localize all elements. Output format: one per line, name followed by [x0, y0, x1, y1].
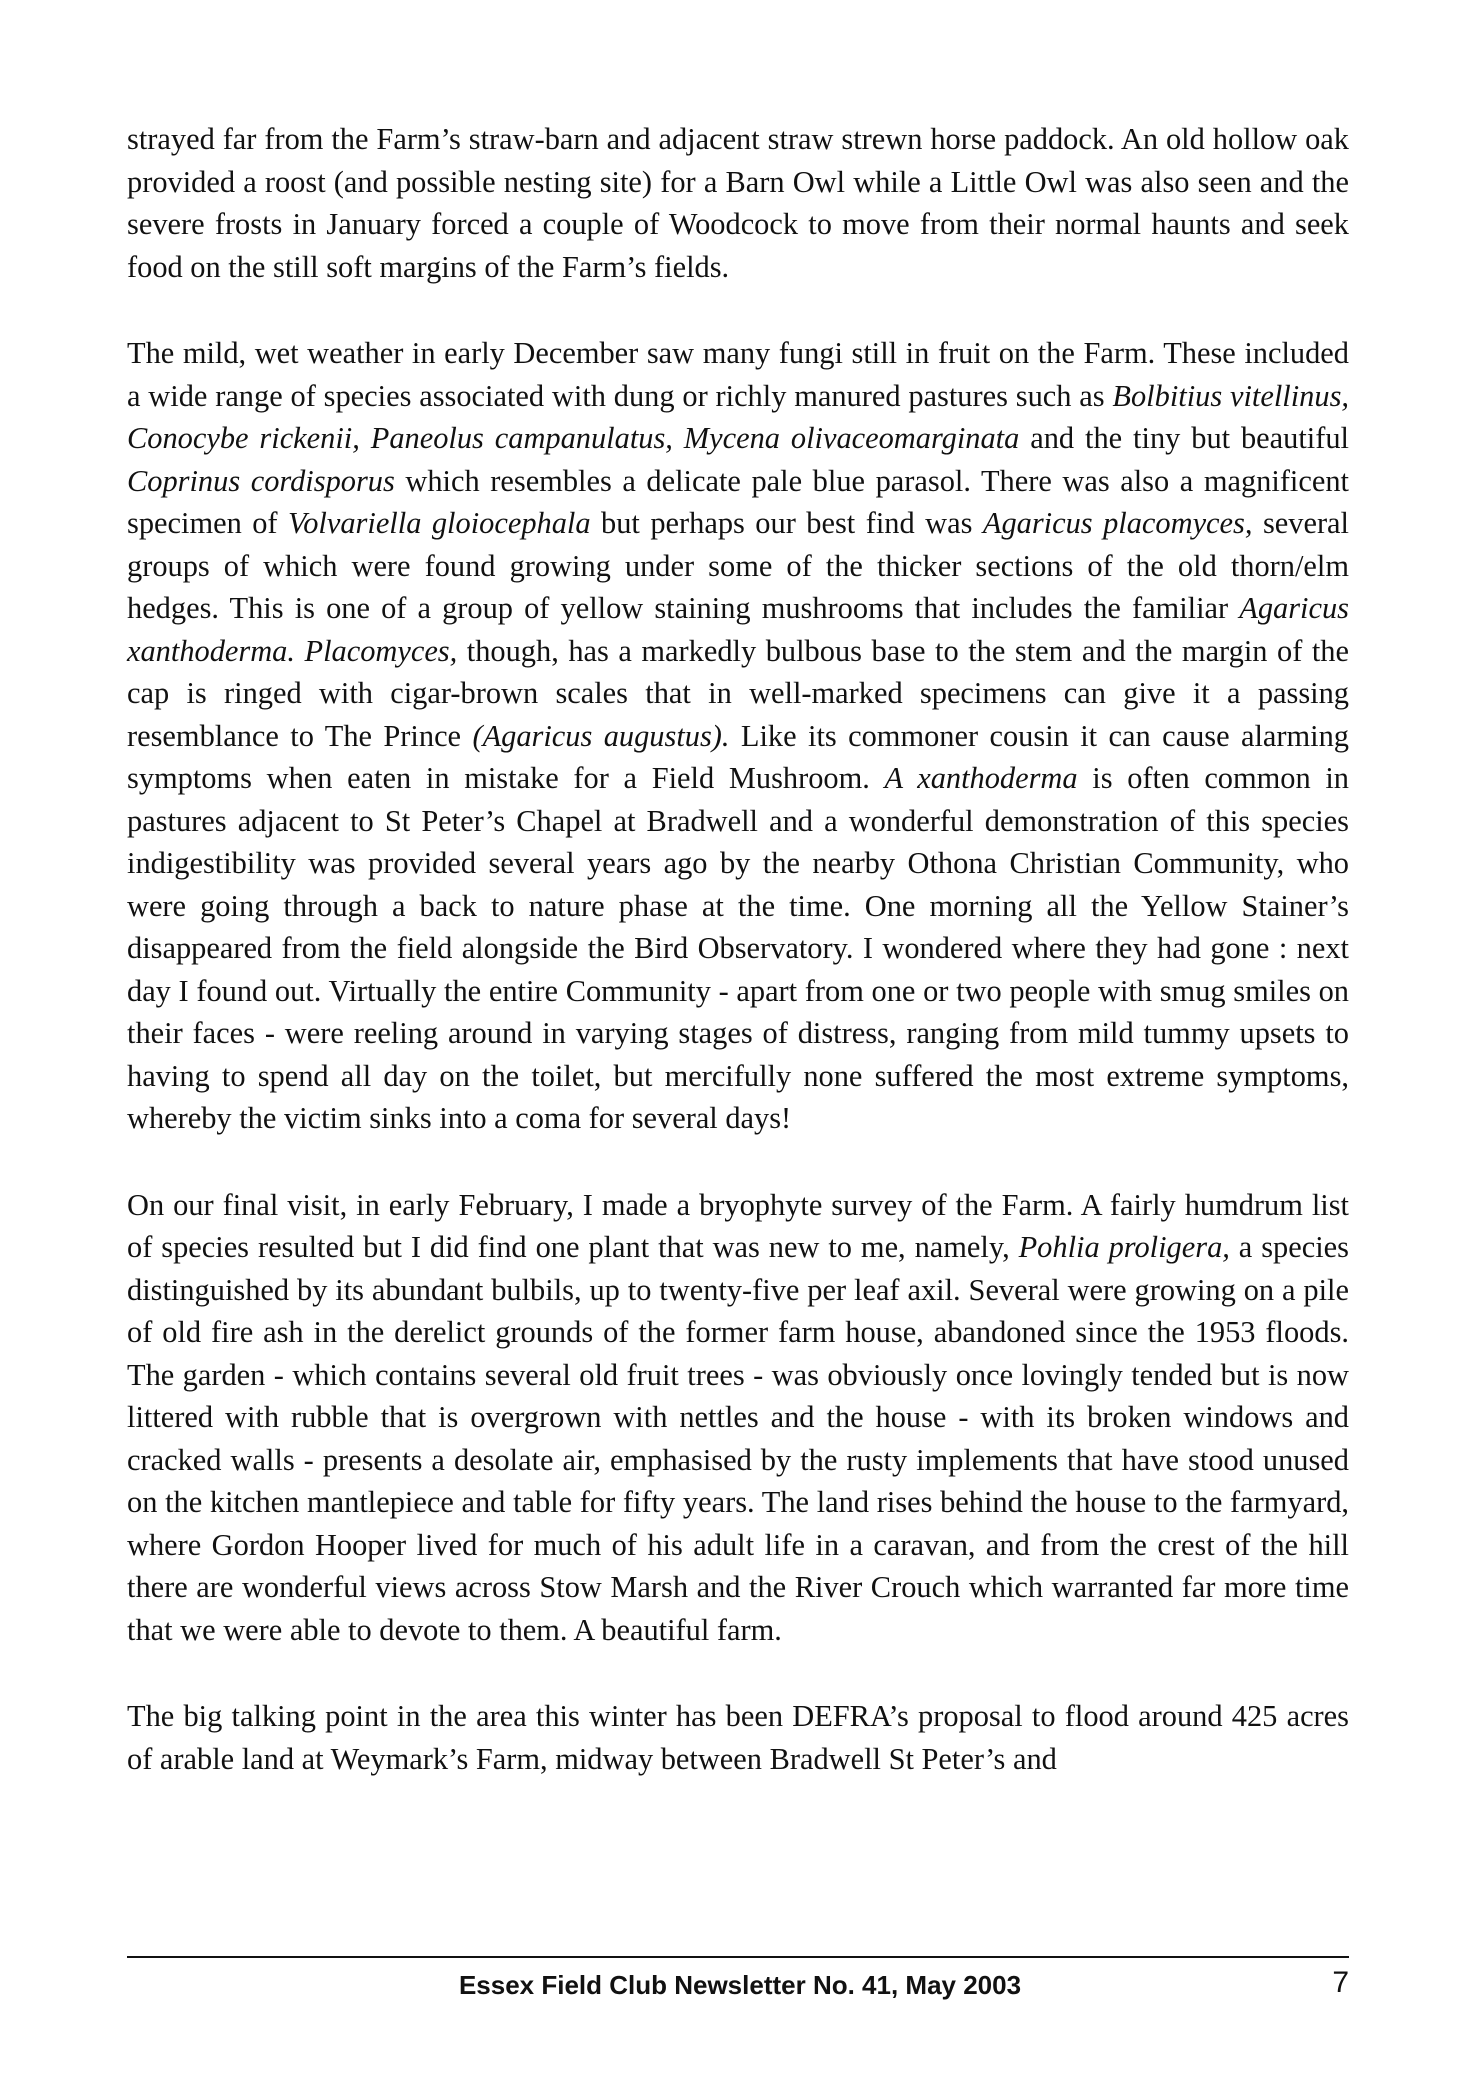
text-run: The mild, wet weather in early December saw many fungi still in fruit on the Farm. These included a wide range of species associated with dung or richly manured pastures such as [127, 336, 1349, 413]
text-run: The big talking point in the area this winter has been DEFRA’s proposal to flood around 425 acres of arable land at Weymark’s Farm, midway between Bradwell St Peter’s and [127, 1699, 1349, 1776]
italic-text-run: Pohlia proligera, [1018, 1230, 1230, 1264]
footer-divider [127, 1956, 1349, 1958]
paragraph [127, 332, 1349, 1140]
text-run: On our final visit, in early February, I made a bryophyte survey of the Farm. A fairly humdrum list of species resulted but I did find one plant that was new to me, namely, [127, 1187, 1349, 1264]
paragraph [127, 118, 1349, 288]
text-run: strayed far from the Farm’s straw-barn and adjacent straw strewn horse paddock. An old hollow oak provided a roost (and possible nesting site) for a Barn Owl while a Little Owl was also seen and the severe frosts in January forced a couple of Woodcock to move from their normal haunts and seek food on the still soft margins of the Farm’s fields. [127, 122, 1349, 284]
italic-text-run: Agaricus placomyces, [982, 506, 1253, 540]
italic-text-run: A xanthoderma [884, 761, 1078, 795]
page-number: 7 [1332, 1966, 1349, 1999]
text-run: which resembles a delicate pale blue parasol. There was also a magnificent specimen of [127, 463, 1349, 540]
italic-text-run: (Agaricus augustus). [472, 718, 730, 753]
italic-text-run: Coprinus cordisporus [127, 463, 395, 498]
text-run: and the tiny but beautiful [1019, 421, 1350, 455]
article-body [127, 118, 1349, 1780]
text-run: Like its commoner cousin it can cause alarming symptoms when eaten in mistake for a Field Mushroom. [127, 718, 1350, 795]
italic-text-run: Volvariella gloiocephala [288, 506, 591, 540]
paragraph [127, 1184, 1349, 1652]
text-run: is often common in pastures adjacent to St Peter’s Chapel at Bradwell and a wonderful demonstration of this species indigestibility was provided several years ago by the nearby Othona Christian Community, who were going through a back to nature phase at the time. One morning all the Yellow Stainer’s disappeared from the field alongside the Bird Observatory. I wondered where they had gone : next day I found out. Virtually the entire Community - apart from one or two people with smug smiles on their faces - were reeling around in varying stages of distress, ranging from mild tummy upsets to having to spend all day on the toilet, but mercifully none suffered the most extreme symptoms, whereby the victim sinks into a coma for several days! [127, 761, 1349, 1135]
text-run: though, has a markedly bulbous base to the stem and the margin of the cap is ringed with cigar-brown scales that in well-marked specimens can give it a passing resemblance to The Prince [127, 633, 1349, 753]
italic-text-run: Bolbitius vitellinus, Conocybe rickenii, Paneolus campanulatus, Mycena olivaceomarginata [127, 378, 1350, 455]
text-run: several groups of which were found growing under some of the thicker sections of the old thorn/elm hedges. This is one of a group of yellow staining mushrooms that includes the familiar [127, 506, 1349, 625]
text-run: a species distinguished by its abundant bulbils, up to twenty-five per leaf axil. Several were growing on a pile of old fire ash in the derelict grounds of the former farm house, abandoned since the 1953 floods. The garden - which contains several old fruit trees - was obviously once lovingly tended but is now littered with rubble that is overgrown with nettles and the house - with its broken windows and cracked walls - presents a desolate air, emphasised by the rusty implements that have stood unused on the kitchen mantlepiece and table for fifty years. The land rises behind the house to the farmyard, where Gordon Hooper lived for much of his adult life in a caravan, and from the crest of the hill there are wonderful views across Stow Marsh and the River Crouch which warranted far more time that we were able to devote to them. A beautiful farm. [127, 1230, 1349, 1647]
text-run: but perhaps our best find was [590, 506, 983, 540]
italic-text-run: Agaricus xanthoderma. Placomyces, [127, 591, 1349, 668]
paragraph [127, 1695, 1349, 1780]
footer-title: Essex Field Club Newsletter No. 41, May 2003 [458, 1970, 1022, 2000]
